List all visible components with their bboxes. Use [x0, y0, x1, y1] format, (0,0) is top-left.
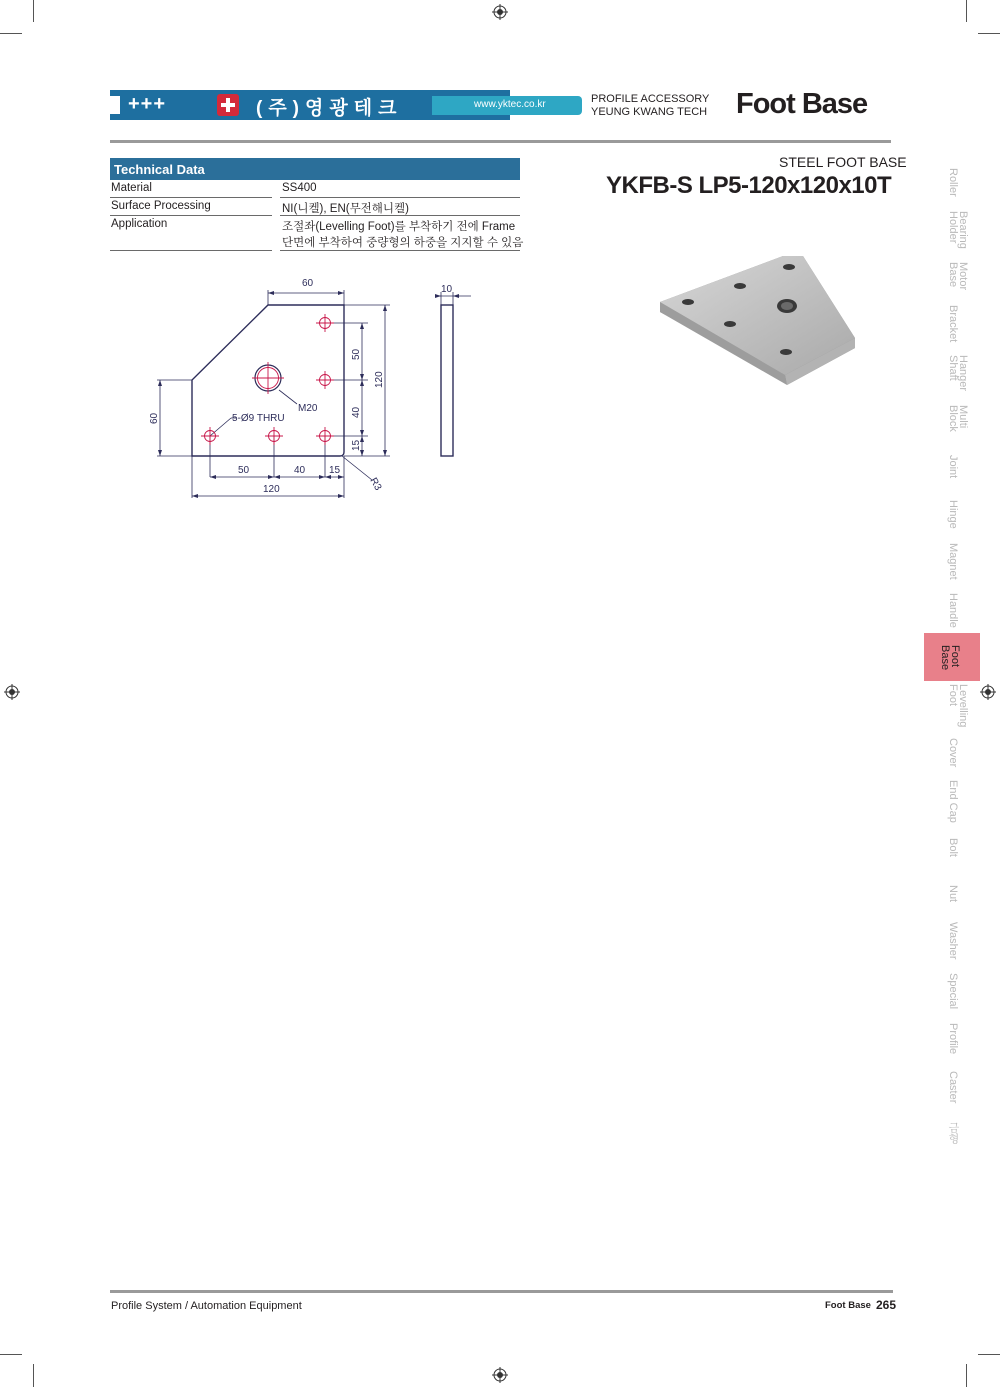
- dim-overall-height: 120: [374, 371, 385, 388]
- dim-overall-width: 120: [263, 484, 280, 495]
- side-tab-profile[interactable]: [924, 1023, 980, 1063]
- side-tab-bolt[interactable]: [924, 838, 980, 878]
- side-tab-mold[interactable]: [924, 1122, 980, 1152]
- hole-mark: [316, 427, 334, 445]
- dim-radius: R3: [367, 476, 384, 493]
- table-value-material: SS400: [282, 182, 317, 194]
- product-subtitle: STEEL FOOT BASE: [779, 154, 907, 170]
- header-divider: [110, 140, 891, 143]
- website-link[interactable]: www.yktec.co.kr: [474, 99, 546, 110]
- side-tab-label: 금형: [947, 1122, 959, 1144]
- side-tab-label: Multi Block: [947, 405, 969, 432]
- table-divider: [280, 250, 520, 251]
- side-tab-multi-block[interactable]: [924, 405, 980, 445]
- crop-mark: [978, 1354, 1000, 1355]
- technical-data-heading: [110, 158, 520, 180]
- side-tab-joint[interactable]: [924, 455, 980, 495]
- side-tab-label: Handle: [947, 593, 959, 628]
- thread-hole-mark: [252, 362, 284, 394]
- dim-bottom-b: 40: [294, 465, 306, 476]
- crop-mark: [33, 1364, 34, 1387]
- side-tab-label: Bolt: [947, 838, 959, 857]
- side-tab-label: Nut: [947, 885, 959, 903]
- header-plus-mark: +++: [128, 93, 167, 115]
- side-tab-label: Bracket: [947, 305, 959, 343]
- crop-mark: [33, 0, 34, 22]
- side-tab-label: Levelling Foot: [947, 684, 969, 728]
- dim-right-mid: 40: [351, 406, 362, 418]
- table-value-application-line2: 단면에 부착하여 중량형의 하중을 지지할 수 있음: [282, 237, 524, 249]
- section-title: Foot Base: [736, 88, 868, 120]
- side-tab-hanger-shaft[interactable]: [924, 355, 980, 403]
- table-divider: [280, 197, 520, 198]
- registration-mark-icon: [492, 4, 508, 20]
- side-tab-label: Bearing Holder: [947, 211, 969, 249]
- crop-mark: [0, 33, 22, 34]
- table-value-surface: NI(니켈), EN(무전해니켈): [282, 203, 409, 215]
- side-tab-label: Washer: [947, 922, 959, 960]
- side-tab-foot-base[interactable]: [924, 645, 980, 681]
- crop-mark: [966, 0, 967, 22]
- table-label-application: Application: [111, 218, 168, 230]
- side-tab-label: Magnet: [947, 543, 959, 580]
- hole-mark: [265, 427, 283, 445]
- table-label-surface: Surface Processing: [111, 200, 211, 212]
- dim-bottom-c: 15: [329, 465, 341, 476]
- technical-drawing: [140, 270, 490, 510]
- company-name: (주)영광테크: [256, 98, 403, 119]
- page-number: 265: [876, 1298, 897, 1312]
- side-tab-bearing-holder[interactable]: [924, 211, 980, 259]
- company-logo-icon: [217, 94, 239, 116]
- footer-divider: [110, 1290, 893, 1293]
- side-tab-label: Profile: [947, 1023, 959, 1055]
- crop-mark: [0, 1354, 22, 1355]
- hole-mark: [316, 314, 334, 332]
- dim-right-upper: 50: [351, 348, 362, 360]
- table-divider: [110, 250, 272, 251]
- dim-thread: M20: [298, 403, 318, 414]
- side-tab-hinge[interactable]: [924, 500, 980, 540]
- table-divider: [110, 215, 272, 216]
- side-tab-nut[interactable]: [924, 885, 980, 925]
- side-tab-roller[interactable]: [924, 168, 980, 208]
- side-tab-label: Joint: [947, 455, 959, 479]
- side-tab-label: Foot Base: [939, 645, 961, 671]
- side-tab-bracket[interactable]: [924, 305, 980, 349]
- dim-thickness: 10: [441, 284, 453, 295]
- dim-right-lower: 15: [351, 439, 362, 451]
- product-model: YKFB-S LP5-120x120x10T: [606, 172, 892, 199]
- crop-mark: [978, 33, 1000, 34]
- table-divider: [110, 197, 272, 198]
- side-tab-label: Hanger Shaft: [947, 355, 969, 392]
- dim-holes: 5-Ø9 THRU: [232, 413, 285, 424]
- hole-mark: [201, 427, 219, 445]
- side-tab-label: Caster: [947, 1071, 959, 1104]
- side-tab-label: Cover: [947, 738, 959, 768]
- crop-mark: [966, 1364, 967, 1387]
- category-line-2: YEUNG KWANG TECH: [591, 106, 708, 118]
- footer-left-text: Profile System / Automation Equipment: [111, 1300, 302, 1312]
- side-tab-handle[interactable]: [924, 593, 980, 633]
- table-value-application: 조절좌(Levelling Foot)를 부착하기 전에 Frame: [282, 221, 516, 233]
- footer-section-name: Foot Base: [825, 1300, 871, 1311]
- registration-mark-icon: [4, 684, 20, 700]
- side-tab-magnet[interactable]: [924, 543, 980, 587]
- side-tab-end-cap[interactable]: [924, 780, 980, 824]
- technical-data-heading-text: Technical Data: [114, 162, 205, 177]
- side-tab-label: Hinge: [947, 500, 959, 529]
- side-tab-label: End Cap: [947, 780, 959, 823]
- category-line-1: PROFILE ACCESSORY: [591, 93, 710, 105]
- dim-bottom-a: 50: [238, 465, 250, 476]
- dim-left-height: 60: [149, 412, 160, 424]
- table-label-material: Material: [111, 182, 152, 194]
- side-tab-label: Special: [947, 973, 959, 1010]
- side-tab-cover[interactable]: [924, 738, 980, 778]
- side-tab-label: Motor Base: [947, 262, 969, 291]
- side-tab-levelling-foot[interactable]: [924, 684, 980, 732]
- registration-mark-icon: [980, 684, 996, 700]
- side-tab-special[interactable]: [924, 973, 980, 1013]
- hole-mark: [316, 371, 334, 389]
- side-tab-caster[interactable]: [924, 1071, 980, 1111]
- header-bar-notch: [110, 96, 120, 114]
- side-tab-label: Roller: [947, 168, 959, 197]
- side-tab-washer[interactable]: [924, 922, 980, 966]
- side-tab-motor-base[interactable]: [924, 262, 980, 302]
- product-image: [655, 250, 865, 390]
- dim-top-width: 60: [302, 278, 314, 289]
- registration-mark-icon: [492, 1367, 508, 1383]
- side-view-outline: [441, 305, 453, 456]
